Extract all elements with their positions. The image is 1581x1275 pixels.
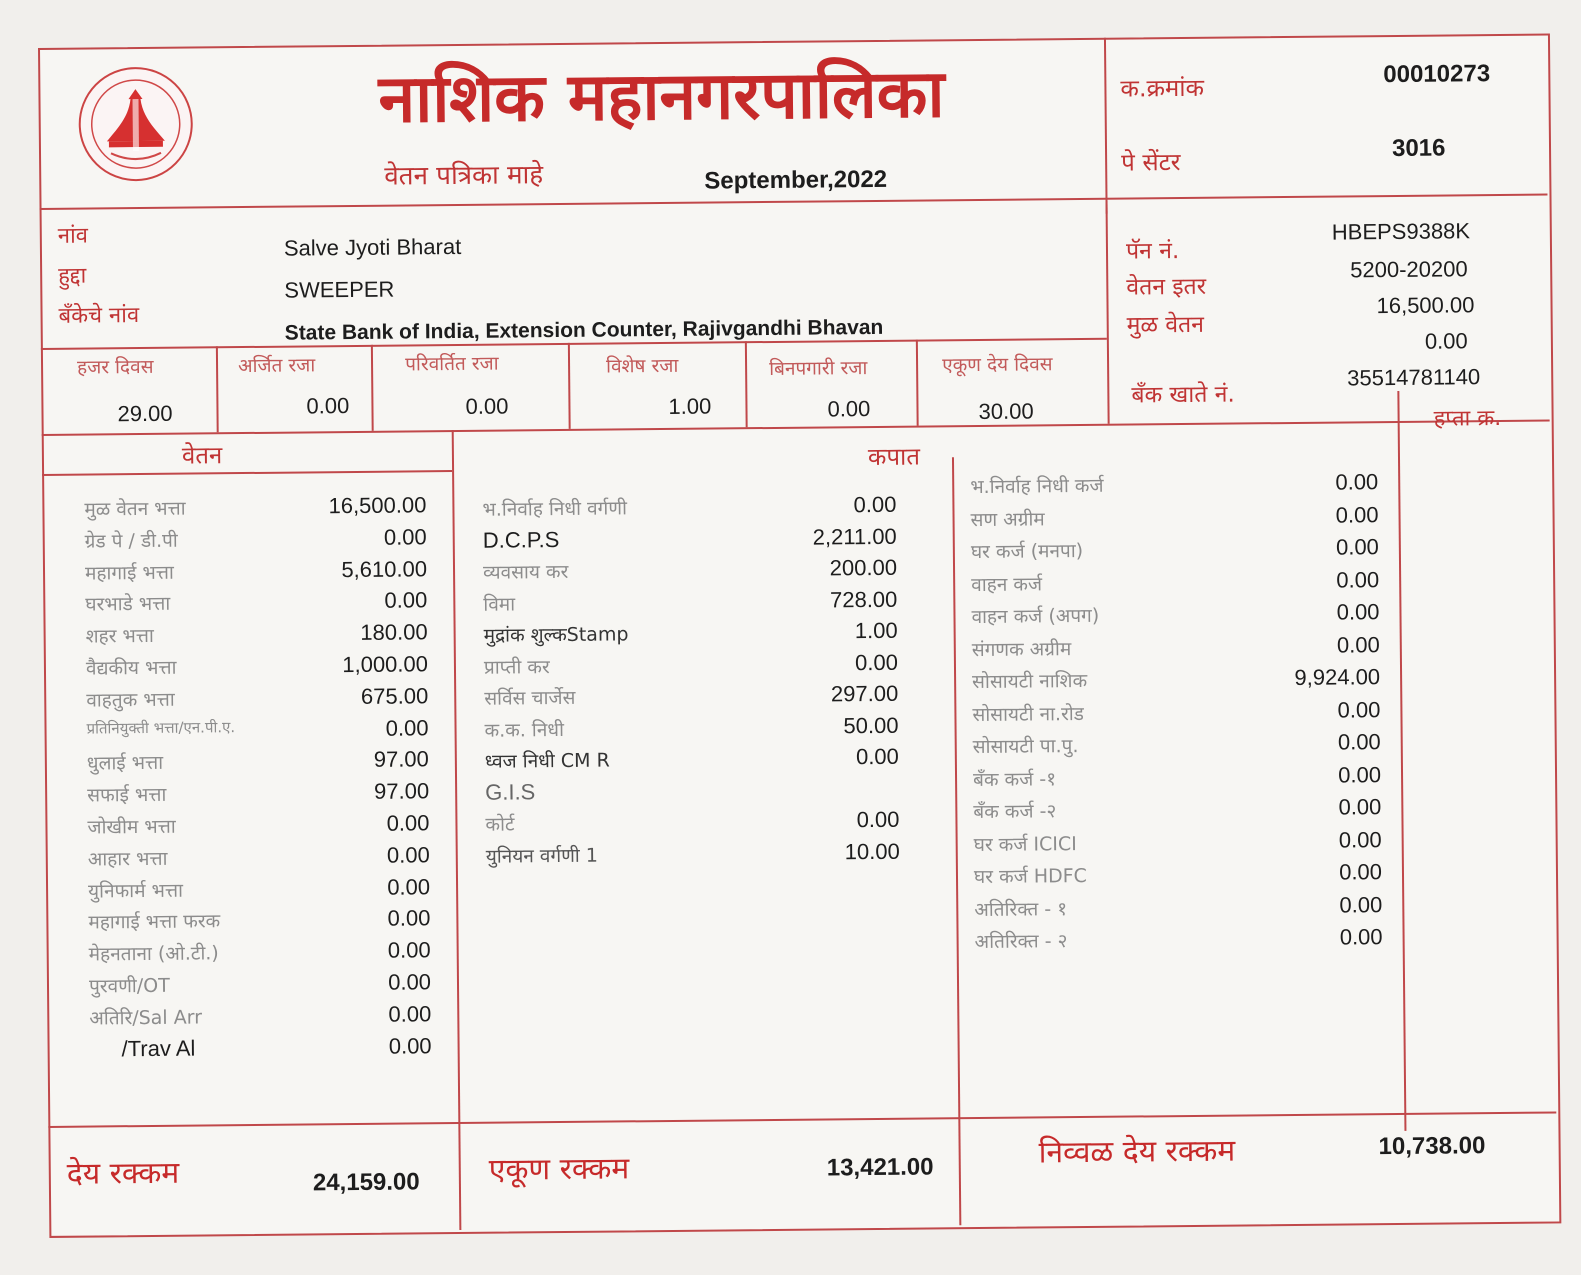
- list-item: वाहतुक भत्ता 675.00: [86, 683, 429, 712]
- list-item: युनिफार्म भत्ता 0.00: [87, 873, 431, 903]
- deductions-list-2: [962, 469, 1391, 961]
- days-cell: हजर दिवस 29.00: [41, 346, 219, 434]
- account-value: 35514781140: [1347, 364, 1481, 391]
- scale-label: वेतन इतर: [1126, 273, 1207, 301]
- name-label: नांव: [57, 223, 89, 249]
- list-item: /Trav Al 0.00: [121, 1032, 432, 1061]
- net-amount: 10,738.00: [1378, 1132, 1486, 1161]
- list-item: घर कर्ज ICICI 0.00: [973, 826, 1382, 856]
- days-cell: बिनपगारी रजा 0.00: [747, 340, 919, 428]
- list-item: महागाई भत्ता फरक 0.00: [88, 905, 431, 934]
- list-item: महागाई भत्ता 5,610.00: [84, 555, 428, 585]
- list-item: D.C.P.S 2,211.00: [482, 523, 897, 553]
- basic-label: मुळ वेतन: [1126, 311, 1205, 339]
- total-amount: 13,421.00: [826, 1153, 934, 1182]
- paycenter-value: 3016: [1391, 134, 1446, 163]
- list-item: वाहन कर्ज (अपग) 0.00: [971, 599, 1380, 629]
- list-item: G.I.S: [485, 778, 536, 805]
- list-item: सफाई भत्ता 97.00: [87, 778, 430, 807]
- list-item: जोखीम भत्ता 0.00: [87, 810, 430, 839]
- list-item: क.क. निधी 50.00: [484, 712, 899, 742]
- total-label: एकूण रक्कम: [488, 1151, 630, 1188]
- net-label: निव्वळ देय रक्कम: [1038, 1133, 1236, 1171]
- account-label: बँक खाते नं.: [1131, 381, 1235, 409]
- payslip-month: September,2022: [704, 165, 888, 195]
- list-item: पुरवणी/OT 0.00: [88, 969, 432, 998]
- pan-label: पॅन नं.: [1125, 238, 1180, 265]
- list-item: कोर्ट 0.00: [485, 806, 900, 836]
- basic-value: 16,500.00: [1376, 292, 1475, 319]
- earnings-heading: वेतन: [181, 441, 223, 470]
- list-item: धुलाई भत्ता 97.00: [86, 746, 429, 775]
- list-item: सोसायटी पा.पु. 0.00: [972, 729, 1381, 759]
- list-item: घरभाडे भत्ता 0.00: [85, 587, 428, 616]
- list-item: सोसायटी ना.रोड 0.00: [972, 696, 1381, 726]
- list-item: भ.निर्वाह निधी कर्ज 0.00: [970, 469, 1379, 499]
- list-item: ग्रेड पे / डी.पी 0.00: [84, 524, 427, 553]
- list-item: मुद्रांक शुल्कStamp 1.00: [483, 617, 898, 647]
- list-item: सर्विस चार्जेस 297.00: [484, 680, 899, 710]
- list-item: बँक कर्ज -१ 0.00: [972, 761, 1382, 791]
- earnings-list: [56, 492, 441, 1068]
- list-item: अतिरिक्त - १ 0.00: [974, 891, 1383, 921]
- list-item: घर कर्ज (मनपा) 0.00: [970, 534, 1379, 564]
- serial-value: 00010273: [1383, 60, 1491, 89]
- list-item: सण अग्रीम 0.00: [970, 501, 1379, 531]
- list-item: वाहन कर्ज 0.00: [971, 566, 1380, 596]
- list-item: मेहनताना (ओ.टी.) 0.00: [88, 937, 431, 966]
- list-item: संगणक अग्रीम 0.00: [971, 631, 1380, 661]
- installment-label: हप्ता क्र.: [1433, 405, 1502, 432]
- payable-label: देय रक्कम: [66, 1155, 180, 1192]
- days-row: [41, 338, 1108, 434]
- list-item: अतिरि/Sal Arr 0.00: [89, 1001, 432, 1030]
- list-item: घर कर्ज HDFC 0.00: [973, 859, 1383, 889]
- paycenter-label: पे सेंटर: [1121, 148, 1181, 177]
- list-item: युनियन वर्गणी 1 10.00: [485, 838, 900, 868]
- employee-post: SWEEPER: [284, 276, 395, 303]
- bank-name: State Bank of India, Extension Counter, Rajivgandhi Bhavan: [284, 315, 884, 345]
- pan-value: HBEPS9388K: [1331, 218, 1471, 245]
- list-item: ध्वज निधी CM R 0.00: [484, 743, 899, 773]
- bank-label: बँकेचे नांव: [58, 303, 140, 329]
- deductions-list-1: [472, 492, 926, 874]
- days-cell: अर्जित रजा 0.00: [218, 345, 374, 432]
- list-item: व्यवसाय कर 200.00: [482, 554, 898, 584]
- other-value: 0.00: [1424, 328, 1468, 354]
- serial-label: क.क्रमांक: [1120, 73, 1205, 103]
- days-cell: एकूण देय दिवस 30.00: [942, 353, 1053, 424]
- list-item: प्राप्ती कर 0.00: [483, 649, 899, 679]
- payable-amount: 24,159.00: [312, 1168, 420, 1197]
- list-item: बँक कर्ज -२ 0.00: [973, 794, 1382, 824]
- list-item: शहर भत्ता 180.00: [85, 619, 428, 648]
- list-item: सोसायटी नाशिक 9,924.00: [972, 664, 1381, 694]
- days-cell: परिवर्तित रजा 0.00: [373, 343, 571, 431]
- page-title: नाशिक महानगरपालिका: [378, 55, 945, 138]
- list-item: भ.निर्वाह निधी वर्गणी 0.00: [482, 491, 897, 521]
- payslip-document: [38, 33, 1561, 1237]
- days-cell: विशेष रजा 1.00: [570, 341, 748, 429]
- list-item: प्रतिनियुक्ती भत्ता/एन.पी.ए. 0.00: [86, 714, 429, 741]
- employee-name: Salve Jyoti Bharat: [283, 233, 462, 261]
- payslip-subtitle: वेतन पत्रिका माहे: [384, 160, 544, 192]
- list-item: अतिरिक्त - २ 0.00: [974, 924, 1383, 954]
- list-item: विमा 728.00: [483, 586, 898, 616]
- list-item: वैद्यकीय भत्ता 1,000.00: [85, 651, 429, 680]
- list-item: मुळ वेतन भत्ता 16,500.00: [84, 492, 427, 521]
- scale-value: 5200-20200: [1350, 256, 1468, 283]
- nmc-logo: [78, 67, 193, 182]
- post-label: हुद्दा: [58, 263, 87, 289]
- deductions-heading: कपात: [867, 442, 921, 472]
- list-item: आहार भत्ता 0.00: [87, 842, 430, 871]
